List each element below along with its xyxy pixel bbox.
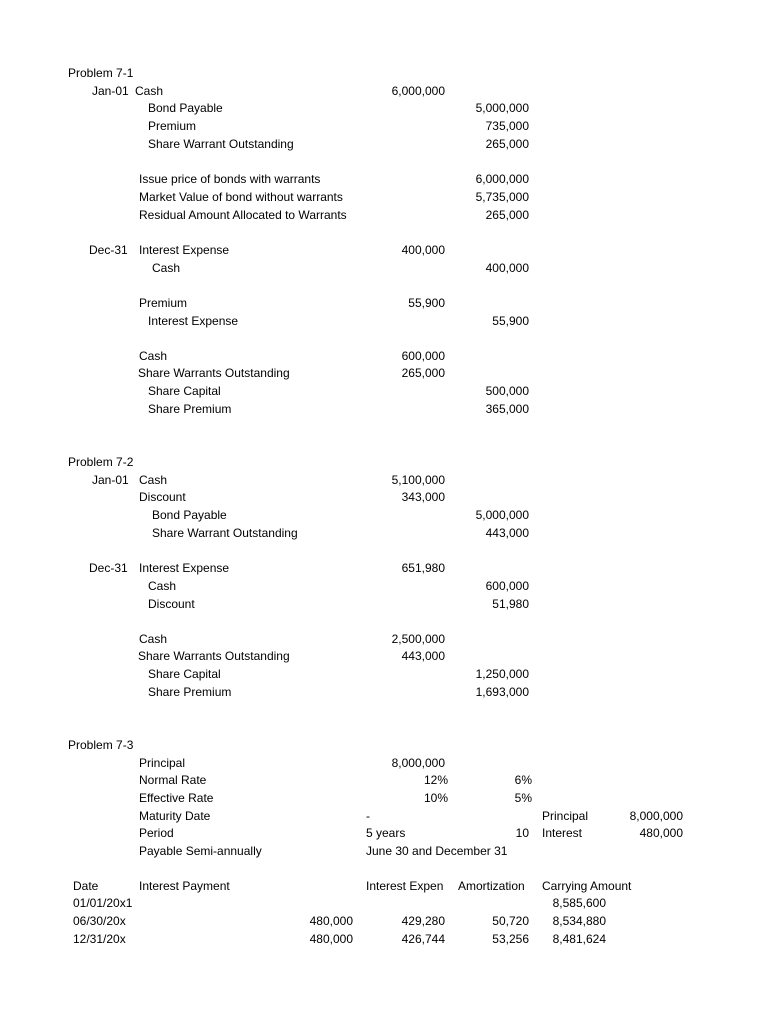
cell: 426,744 — [401, 932, 445, 946]
cell: Share Warrant Outstanding — [148, 137, 294, 151]
cell: 55,900 — [408, 296, 445, 310]
cell: 265,000 — [485, 137, 529, 151]
cell: 443,000 — [485, 526, 529, 540]
cell: Cash — [139, 632, 168, 646]
cell: Share Capital — [148, 667, 221, 681]
cell: 5,000,000 — [475, 508, 529, 522]
cell: Share Capital — [148, 384, 221, 398]
cell: 400,000 — [485, 261, 529, 275]
cell: 8,000,000 — [629, 809, 683, 823]
cell: Cash — [152, 261, 181, 275]
cell: Period — [139, 826, 174, 840]
cell: 10% — [423, 791, 448, 805]
cell: 53,256 — [492, 932, 529, 946]
cell: 651,980 — [401, 561, 445, 575]
cell: 443,000 — [401, 649, 445, 663]
cell: 365,000 — [485, 402, 529, 416]
cell: Dec-31 — [89, 243, 128, 257]
cell: 480,000 — [309, 932, 353, 946]
cell: Bond Payable — [148, 101, 223, 115]
cell: 6,000,000 — [475, 172, 529, 186]
cell: 55,900 — [492, 314, 529, 328]
cell: 5% — [514, 791, 532, 805]
cell: 735,000 — [485, 119, 529, 133]
cell: 600,000 — [485, 579, 529, 593]
cell: 6% — [514, 773, 532, 787]
cell: 8,585,600 — [552, 896, 606, 910]
cell: Jan-01 — [92, 473, 129, 487]
cell: Share Warrant Outstanding — [152, 526, 298, 540]
cell: Payable Semi-annually — [139, 844, 262, 858]
cell: Share Premium — [148, 685, 232, 699]
cell: Interest Expense — [139, 561, 230, 575]
cell: - — [366, 809, 370, 823]
cell: Normal Rate — [139, 773, 207, 787]
cell: Market Value of bond without warrants — [139, 190, 343, 204]
cell: 01/01/20x1 — [73, 896, 133, 910]
cell: 5 years — [366, 826, 406, 840]
cell: Dec-31 — [89, 561, 128, 575]
cell: 8,481,624 — [552, 932, 606, 946]
cell: Jan-01 — [92, 84, 129, 98]
cell: 265,000 — [485, 208, 529, 222]
cell: 8,534,880 — [552, 914, 606, 928]
cell: 480,000 — [309, 914, 353, 928]
cell: 12/31/20x — [73, 932, 126, 946]
cell: 480,000 — [639, 826, 683, 840]
cell: Amortization — [458, 879, 525, 893]
cell: Problem 7-3 — [68, 738, 134, 752]
cell: Share Premium — [148, 402, 232, 416]
cell: 1,693,000 — [475, 685, 529, 699]
cell: Problem 7-2 — [68, 455, 134, 469]
cell: Principal — [542, 809, 589, 823]
cell: Cash — [135, 84, 164, 98]
cell: Interest Expen — [366, 879, 444, 893]
cell: 5,100,000 — [391, 473, 445, 487]
cell: 10 — [515, 826, 529, 840]
cell: Bond Payable — [152, 508, 227, 522]
cell: 1,250,000 — [475, 667, 529, 681]
cell: Cash — [139, 473, 168, 487]
cell: Maturity Date — [139, 809, 211, 823]
cell: 5,735,000 — [475, 190, 529, 204]
cell: Premium — [139, 296, 188, 310]
cell: Principal — [139, 756, 186, 770]
cell: Cash — [139, 349, 168, 363]
cell: Discount — [148, 597, 195, 611]
cell: 400,000 — [401, 243, 445, 257]
cell: Interest Payment — [139, 879, 230, 893]
cell: 2,500,000 — [391, 632, 445, 646]
cell: Cash — [148, 579, 177, 593]
cell: Discount — [139, 490, 186, 504]
cell: 12% — [423, 773, 448, 787]
cell: 6,000,000 — [391, 84, 445, 98]
cell: 600,000 — [401, 349, 445, 363]
cell: June 30 and December 31 — [366, 844, 508, 858]
cell: Issue price of bonds with warrants — [139, 172, 321, 186]
cell: Interest — [542, 826, 583, 840]
cell: Date — [73, 879, 99, 893]
cell: Effective Rate — [139, 791, 214, 805]
cell: 265,000 — [401, 366, 445, 380]
cell: 343,000 — [401, 490, 445, 504]
cell: Problem 7-1 — [68, 66, 134, 80]
cell: Interest Expense — [148, 314, 239, 328]
cell: 51,980 — [492, 597, 529, 611]
cell: Carrying Amount — [542, 879, 632, 893]
cell: Premium — [148, 119, 197, 133]
cell: 429,280 — [401, 914, 445, 928]
cell: Share Warrants Outstanding — [138, 649, 290, 663]
cell: Residual Amount Allocated to Warrants — [139, 208, 347, 222]
cell: Share Warrants Outstanding — [138, 366, 290, 380]
cell: 500,000 — [485, 384, 529, 398]
cell: 8,000,000 — [391, 756, 445, 770]
cell: 50,720 — [492, 914, 529, 928]
cell: 5,000,000 — [475, 101, 529, 115]
cell: Interest Expense — [139, 243, 230, 257]
cell: 06/30/20x — [73, 914, 126, 928]
